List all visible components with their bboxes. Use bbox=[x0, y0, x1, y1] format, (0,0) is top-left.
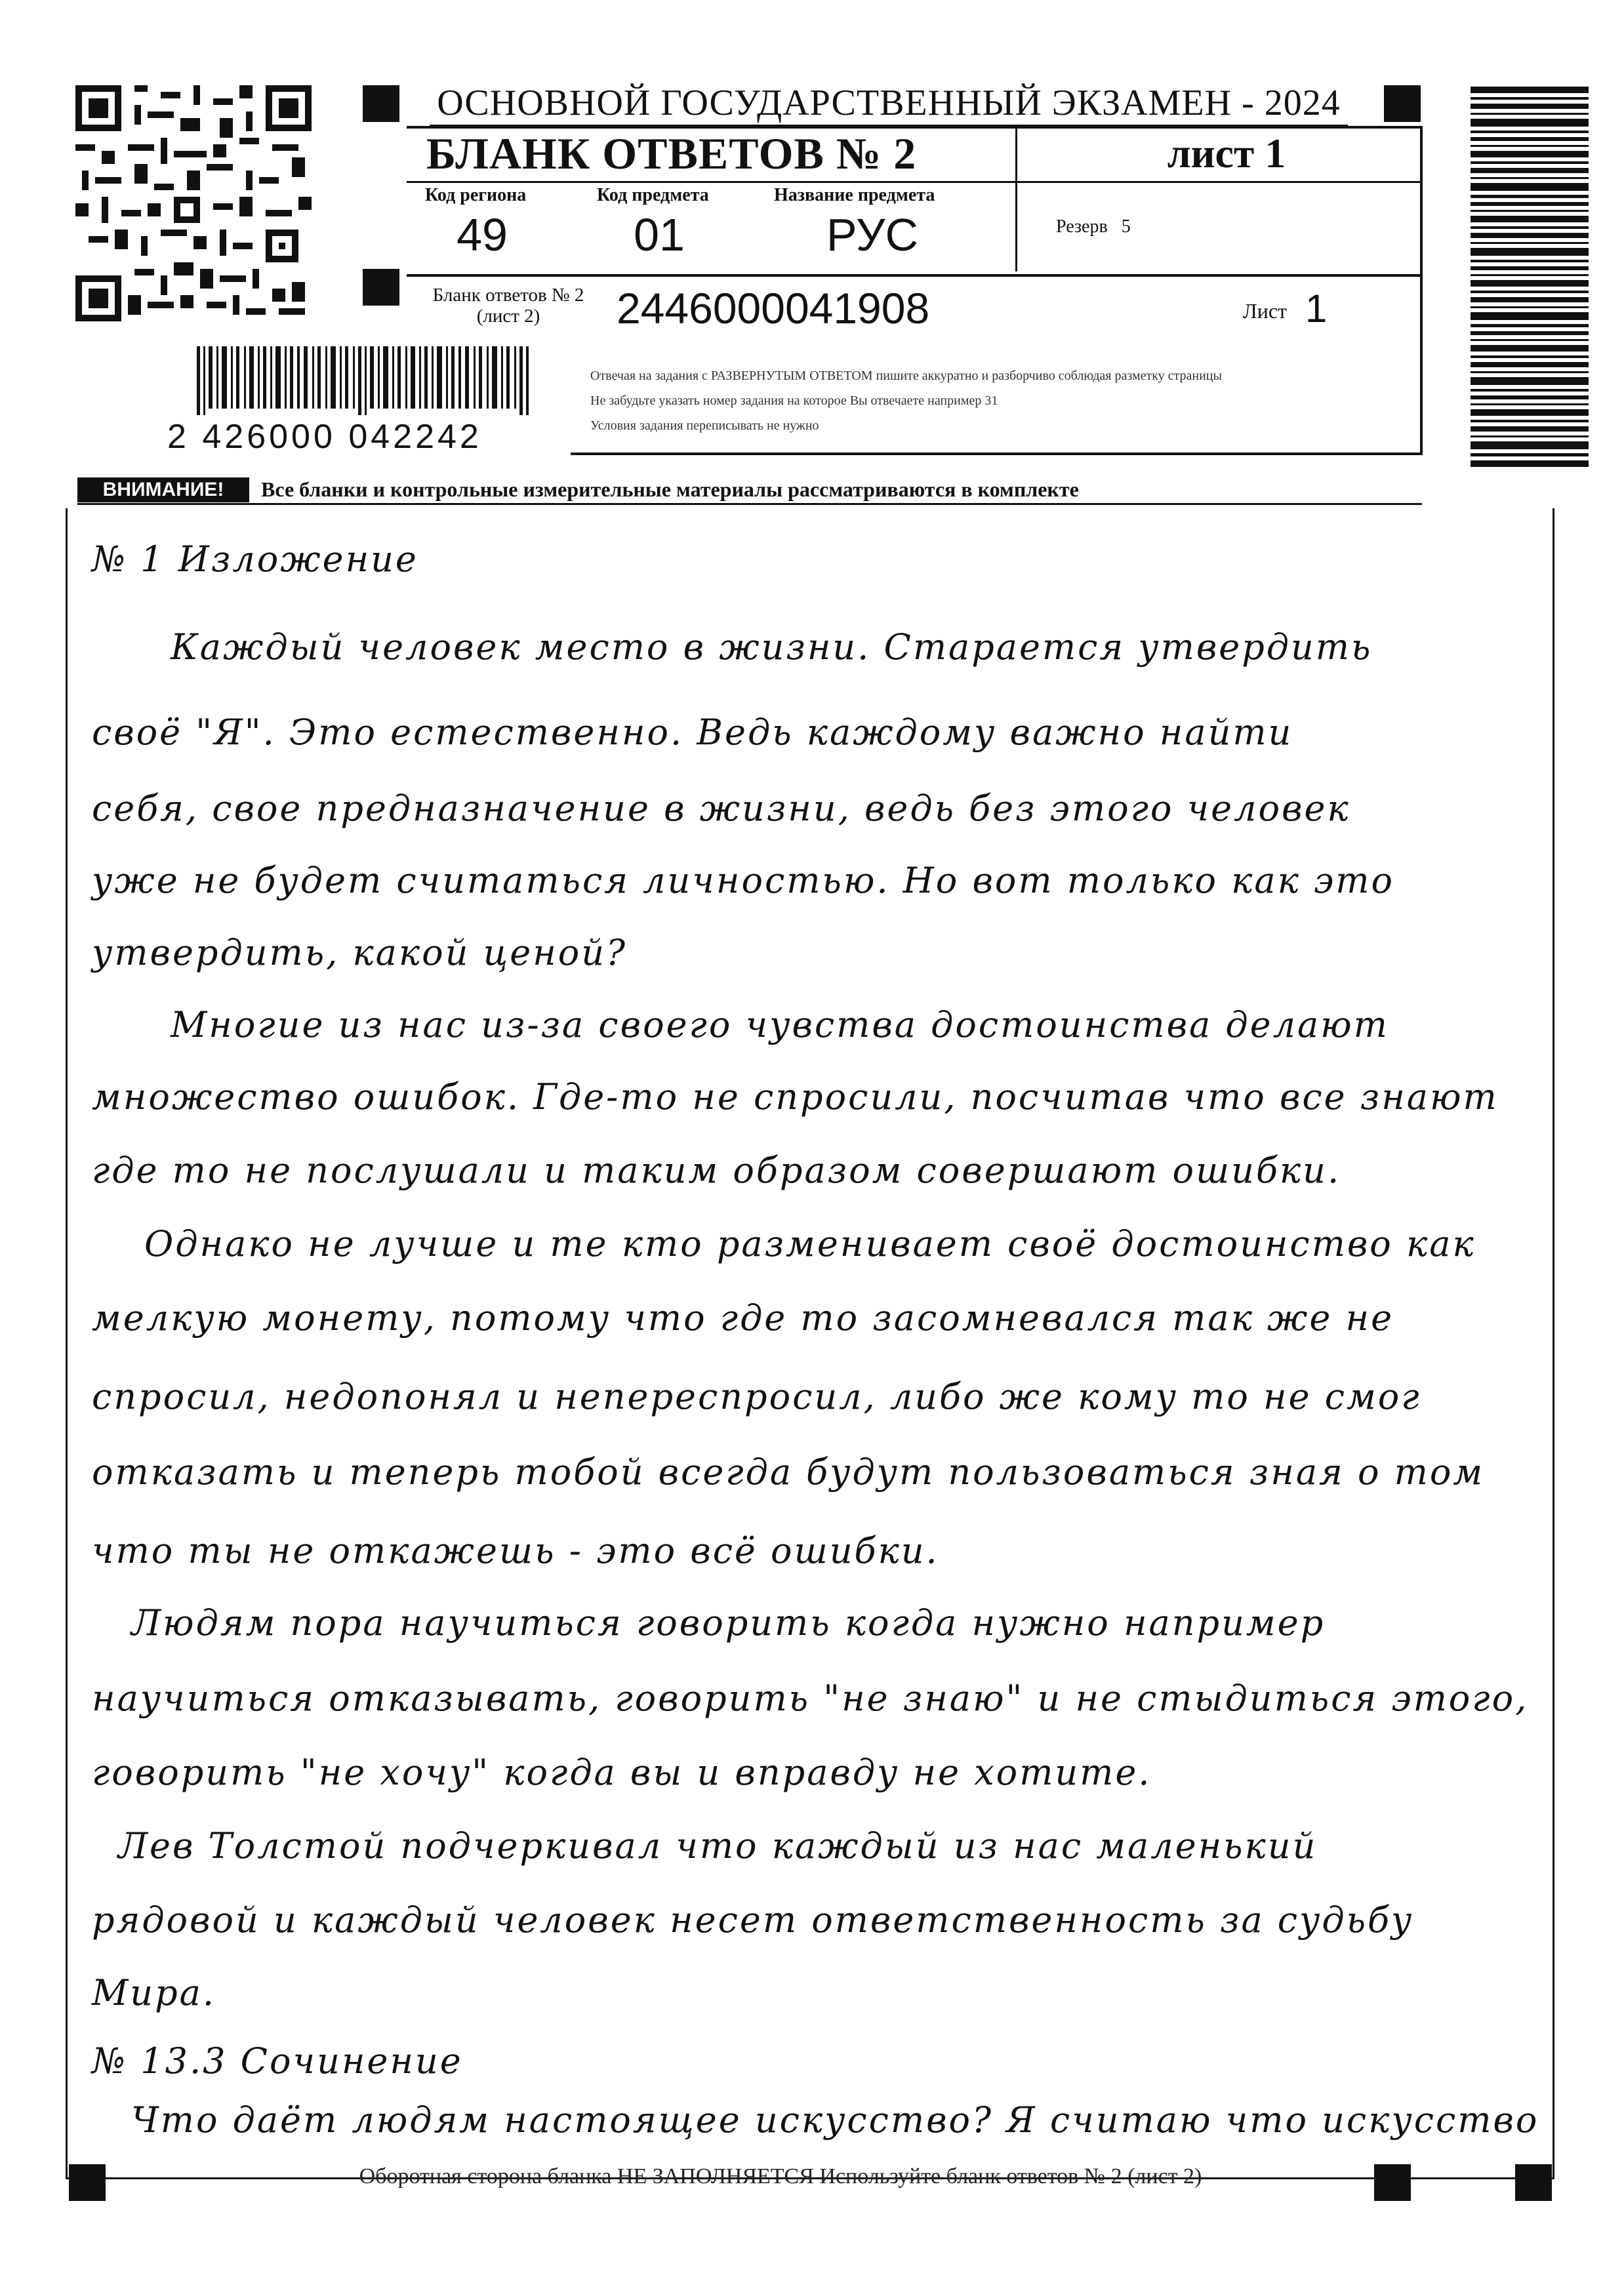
footer-note: Оборотная сторона бланка НЕ ЗАПОЛНЯЕТСЯ Используйте бланк ответов № 2 (лист 2) bbox=[359, 2164, 1202, 2188]
exam-title: ОСНОВНОЙ ГОСУДАРСТВЕННЫЙ ЭКЗАМЕН - 2024 bbox=[437, 83, 1341, 123]
instruction-line: Отвечая на задания с РАЗВЕРНУТЫМ ОТВЕТОМ пишите аккуратно и разборчиво соблюдая разметку страницы bbox=[590, 369, 1222, 383]
registration-mark bbox=[363, 269, 399, 306]
answer-line: себя, свое предназначение в жизни, ведь без этого человек bbox=[92, 788, 1350, 829]
subject-name-label: Название предмета bbox=[774, 185, 935, 205]
answer-line: Лев Толстой подчеркивал что каждый из нас маленький bbox=[118, 1825, 1318, 1866]
list-label: Лист bbox=[1243, 299, 1288, 323]
answer-line: № 1 Изложение bbox=[92, 538, 418, 580]
answer-line: Многие из нас из-за своего чувства достоинства делают bbox=[171, 1004, 1389, 1045]
blank-reference-label bbox=[420, 285, 597, 327]
blank-reference-line-1: Бланк ответов № 2 bbox=[432, 285, 584, 306]
registration-mark bbox=[1384, 85, 1421, 122]
attention-text: Все бланки и контрольные измерительные материалы рассматриваются в комплекте bbox=[261, 477, 1079, 501]
answer-line: говорить "не хочу" когда вы и вправду не хотите. bbox=[92, 1752, 1152, 1793]
reserve-value: 5 bbox=[1121, 216, 1131, 237]
instruction-line: Условия задания переписывать не нужно bbox=[590, 418, 819, 433]
answer-line: научиться отказывать, говорить "не знаю" и не стыдиться этого, bbox=[92, 1678, 1529, 1719]
answer-line: множество ошибок. Где-то не спросили, посчитав что все знают bbox=[92, 1076, 1499, 1118]
answer-line: своё "Я". Это естественно. Ведь каждому важно найти bbox=[92, 712, 1293, 753]
header-rule bbox=[1015, 181, 1422, 183]
header-frame bbox=[571, 453, 1423, 455]
answer-line: Однако не лучше и те кто разменивает своё достоинство как bbox=[144, 1223, 1476, 1264]
qr-code bbox=[75, 85, 312, 321]
answer-line: мелкую монету, потому что где то засомневался так же не bbox=[92, 1297, 1394, 1339]
answer-line: Каждый человек место в жизни. Старается утвердить bbox=[171, 626, 1373, 668]
header-rule bbox=[407, 181, 1017, 183]
bottom-left-barcode bbox=[197, 346, 531, 415]
reserve-label: Резерв bbox=[1056, 216, 1108, 237]
subject-code-label: Код предмета bbox=[597, 185, 709, 205]
header-divider bbox=[1015, 126, 1017, 272]
barcode-number: 2 426000 042242 bbox=[167, 418, 482, 456]
sheet-title: лист 1 bbox=[1167, 130, 1286, 176]
answer-line: где то не послушали и таким образом совершают ошибки. bbox=[92, 1150, 1341, 1191]
reserve-field bbox=[1056, 216, 1131, 237]
answer-line: Мира. bbox=[92, 1972, 216, 2013]
answer-line: № 13.3 Сочинение bbox=[92, 2040, 463, 2082]
answer-line: что ты не откажешь - это всё ошибки. bbox=[92, 1530, 939, 1571]
attention-rule bbox=[77, 503, 1422, 505]
region-code-value: 49 bbox=[457, 209, 508, 260]
answer-line: отказать и теперь тобой всегда будут пользоваться зная о том bbox=[92, 1451, 1485, 1493]
region-code-label: Код региона bbox=[425, 185, 527, 205]
subject-name-value: РУС bbox=[826, 209, 919, 260]
answer-line: утвердить, какой ценой? bbox=[92, 932, 628, 973]
blank-title: БЛАНК ОТВЕТОВ № 2 bbox=[426, 129, 917, 178]
answer-line: уже не будет считаться личностью. Но вот только как это bbox=[92, 860, 1394, 901]
header-frame bbox=[1420, 272, 1423, 455]
answer-line: Что даёт людям настоящее искусство? Я считаю что искусство bbox=[131, 2099, 1539, 2141]
blank-reference-line-2: (лист 2) bbox=[476, 306, 540, 327]
instruction-line: Не забудьте указать номер задания на которое Вы отвечаете например 31 bbox=[590, 393, 998, 408]
list-value: 1 bbox=[1305, 287, 1328, 331]
answer-line: спросил, недопонял и непереспросил, либо же кому то не смог bbox=[92, 1376, 1421, 1417]
blank-number: 2446000041908 bbox=[617, 284, 930, 333]
answer-line: Людям пора научиться говорить когда нужно например bbox=[131, 1602, 1326, 1644]
registration-mark bbox=[363, 85, 399, 122]
answer-line: рядовой и каждый человек несет ответственность за судьбу bbox=[92, 1899, 1414, 1941]
attention-badge: ВНИМАНИЕ! bbox=[77, 477, 249, 502]
subject-code-value: 01 bbox=[634, 209, 685, 260]
right-barcode bbox=[1471, 87, 1589, 467]
